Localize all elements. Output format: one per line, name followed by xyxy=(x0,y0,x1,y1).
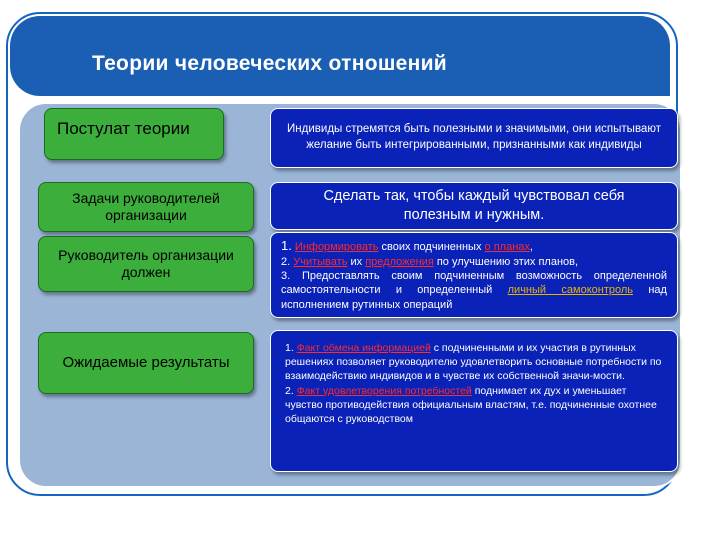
left-box-label: Задачи руководителей организации xyxy=(72,190,220,223)
left-box-manager xyxy=(38,236,254,292)
right-box-text: Сделать так, чтобы каждый чувствовал себя полезным и нужным. xyxy=(323,188,625,223)
list-item: 3. Предоставлять своим подчиненным возможность определенной самостоятельности и определенный личный самоконтроль над исполнением рутинных операций xyxy=(281,270,667,311)
right-box-postulate xyxy=(270,108,678,168)
right-box-tasks xyxy=(270,182,678,230)
list-item: 1. Информировать своих подчиненных о планах, xyxy=(281,238,533,253)
list-item: 2. Учитывать их предложения по улучшению этих планов, xyxy=(281,255,579,268)
right-box-results xyxy=(270,330,678,472)
left-box-label: Ожидаемые результаты xyxy=(62,354,230,371)
left-box-label: Постулат теории xyxy=(57,119,190,138)
list-item: 1. Факт обмена информацией с подчиненными и их участия в рутинных решениях позволяет руководителю удовлетворить основные потребности по взаимодействию индивидов и в чувстве их собственной значи-мости. xyxy=(285,342,662,383)
right-box-text: Индивиды стремятся быть полезными и значимыми, они испытывают желание быть интегрированными, признанными как индивиды xyxy=(287,123,661,151)
slide-title: Теории человеческих отношений xyxy=(92,52,448,75)
left-box-postulate xyxy=(44,108,224,160)
left-box-label: Руководитель организации должен xyxy=(58,247,234,280)
list-item: 2. Факт удовлетворения потребностей поднимает их дух и уменьшает чувство противодействия официальным властям, т.е. подчиненные охотнее общаются с руководством xyxy=(285,384,657,425)
left-box-tasks xyxy=(38,182,254,232)
right-box-manager xyxy=(270,232,678,318)
left-box-results xyxy=(38,332,254,394)
